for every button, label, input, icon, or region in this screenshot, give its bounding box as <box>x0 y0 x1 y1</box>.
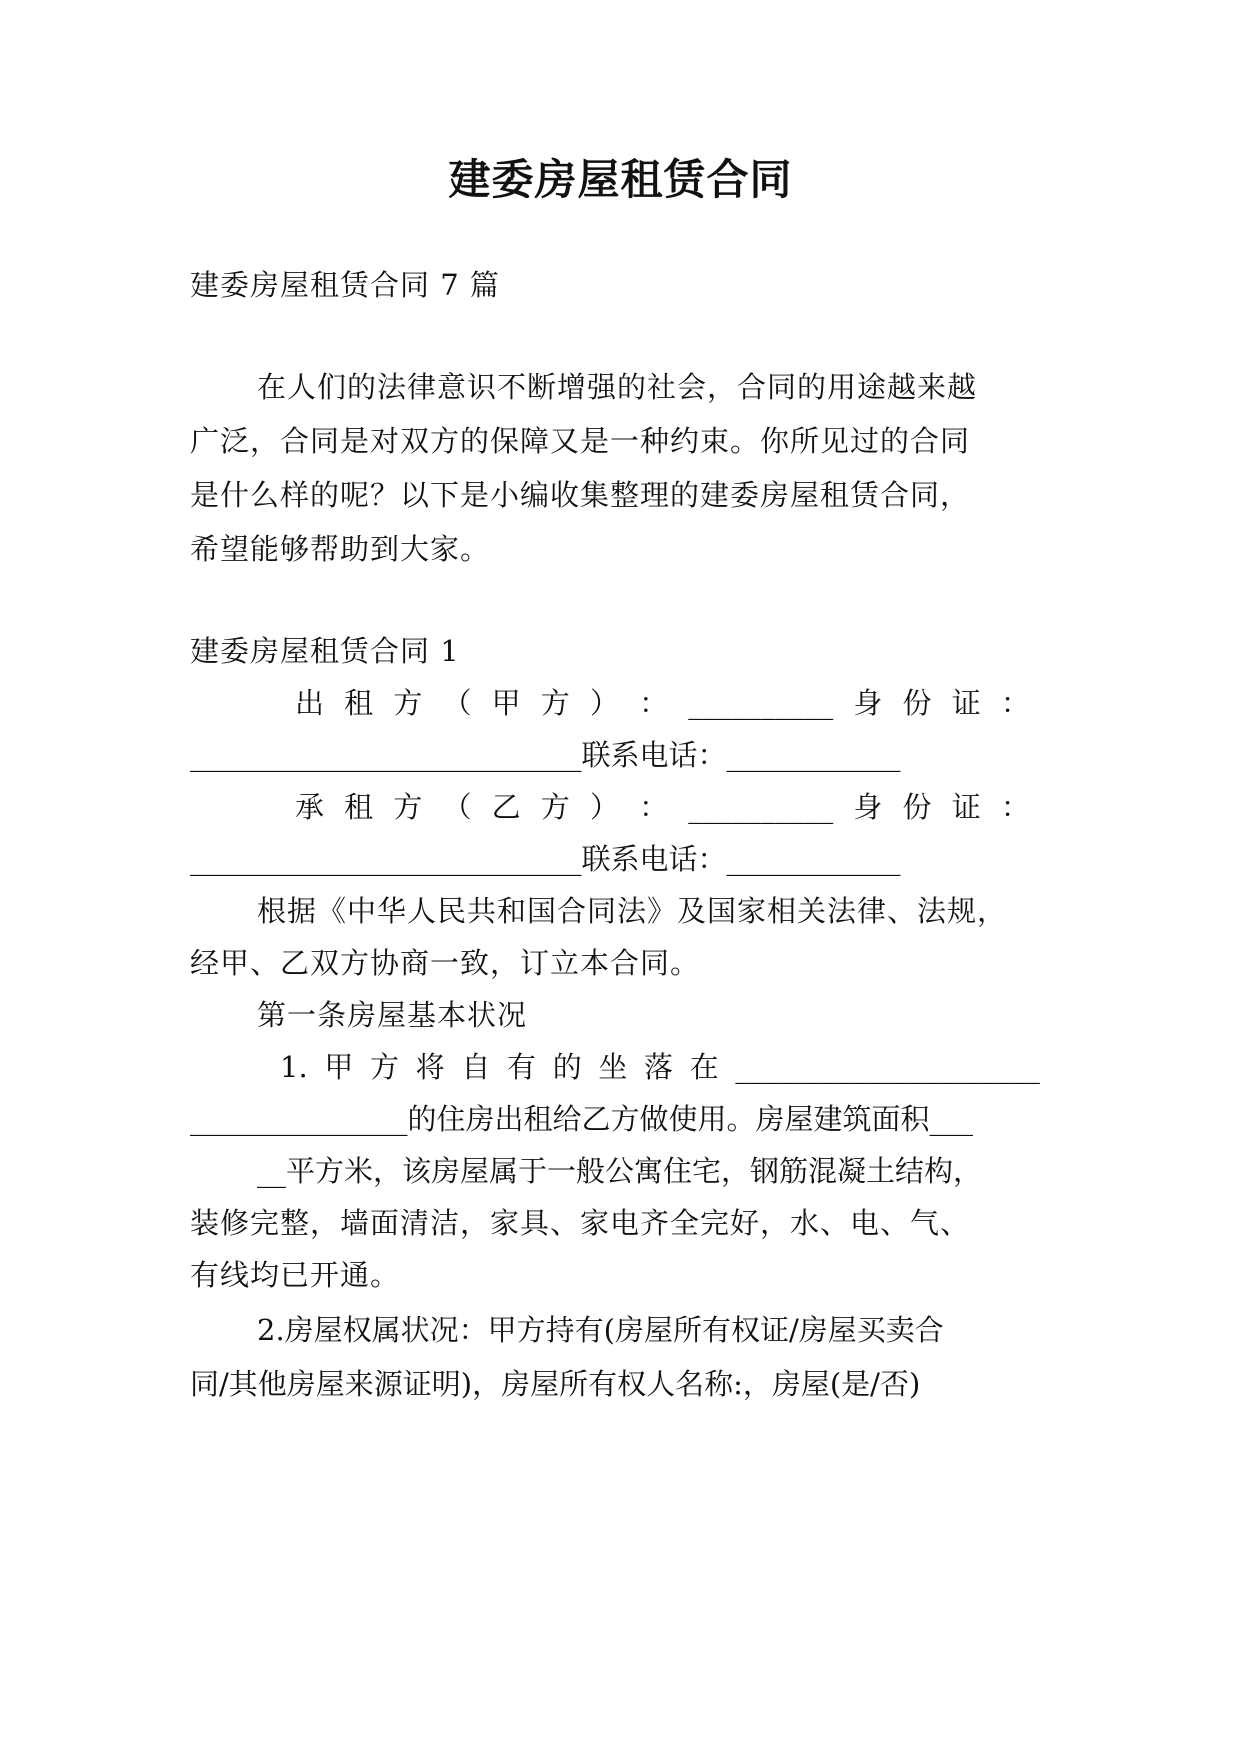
basis-line: 经甲、乙双方协商一致，订立本合同。 <box>190 946 701 980</box>
clause1-token: 方 <box>370 1050 400 1084</box>
lessee-token: 身 <box>853 790 883 824</box>
clause1-token: 1. <box>280 1050 308 1084</box>
lessee-token: 方 <box>393 790 423 824</box>
lessee-token: 乙 <box>491 790 521 824</box>
intro-line: 广泛，合同是对双方的保障又是一种约束。你所见过的合同 <box>190 424 971 458</box>
lessor-token: 方 <box>393 686 423 720</box>
clause2-line: 2.房屋权属状况：甲方持有(房屋所有权证/房屋买卖合 <box>257 1313 944 1347</box>
clause1-token: 有 <box>507 1050 537 1084</box>
clause1-token: 自 <box>461 1050 491 1084</box>
lessee-token: （ <box>442 790 472 824</box>
clause1-line: 有线均已开通。 <box>190 1258 401 1292</box>
lessor-token: ） <box>589 686 619 720</box>
lessor-token: 租 <box>344 686 374 720</box>
lessor-contact-line: ___________________________联系电话：____________ <box>190 738 901 772</box>
clause1-line <box>280 1047 1040 1087</box>
clause1-line: _______________的住房出租给乙方做使用。房屋建筑面积___ <box>190 1102 974 1136</box>
lessee-token: 方 <box>540 790 570 824</box>
lessor-blank: __________ <box>688 686 834 720</box>
clause1-token: 坐 <box>598 1050 628 1084</box>
lessor-token: ： <box>1000 686 1030 720</box>
lessee-blank: __________ <box>688 790 834 824</box>
lessor-token: ： <box>639 686 669 720</box>
document-subtitle: 建委房屋租赁合同 7 篇 <box>190 268 500 302</box>
intro-line: 在人们的法律意识不断增强的社会，合同的用途越来越 <box>257 370 978 404</box>
lessor-token: 证 <box>951 686 981 720</box>
lessee-token: ） <box>589 790 619 824</box>
lessor-token: 身 <box>853 686 883 720</box>
lessee-line <box>295 787 1030 827</box>
lessor-token: 出 <box>295 686 325 720</box>
clause1-token: 落 <box>644 1050 674 1084</box>
clause1-line: __平方米，该房屋属于一般公寓住宅，钢筋混凝土结构， <box>257 1154 983 1188</box>
lessee-token: 份 <box>902 790 932 824</box>
clause1-token: 的 <box>552 1050 582 1084</box>
lessee-contact-line: ___________________________联系电话：____________ <box>190 842 901 876</box>
clause1-token: 甲 <box>324 1050 354 1084</box>
clause1-token: 在 <box>689 1050 719 1084</box>
document-title: 建委房屋租赁合同 <box>448 155 793 204</box>
lessee-token: ： <box>1000 790 1030 824</box>
lessor-token: （ <box>442 686 472 720</box>
intro-line: 希望能够帮助到大家。 <box>190 532 491 566</box>
basis-line: 根据《中华人民共和国合同法》及国家相关法律、法规， <box>257 894 1008 928</box>
lessor-line <box>295 683 1030 723</box>
lessee-token: 承 <box>295 790 325 824</box>
clause1-line: 装修完整，墙面清洁，家具、家电齐全完好，水、电、气、 <box>190 1206 971 1240</box>
lessee-token: 租 <box>344 790 374 824</box>
section-heading: 建委房屋租赁合同 1 <box>190 634 460 668</box>
intro-line: 是什么样的呢？以下是小编收集整理的建委房屋租赁合同， <box>190 478 971 512</box>
article-title: 第一条房屋基本状况 <box>257 998 528 1032</box>
lessor-token: 方 <box>540 686 570 720</box>
lessee-token: ： <box>639 790 669 824</box>
clause1-blank: _____________________ <box>735 1050 1040 1084</box>
clause1-token: 将 <box>415 1050 445 1084</box>
lessee-token: 证 <box>951 790 981 824</box>
clause2-line: 同/其他房屋来源证明)，房屋所有权人名称:，房屋(是/否) <box>190 1367 921 1401</box>
lessor-token: 份 <box>902 686 932 720</box>
lessor-token: 甲 <box>491 686 521 720</box>
